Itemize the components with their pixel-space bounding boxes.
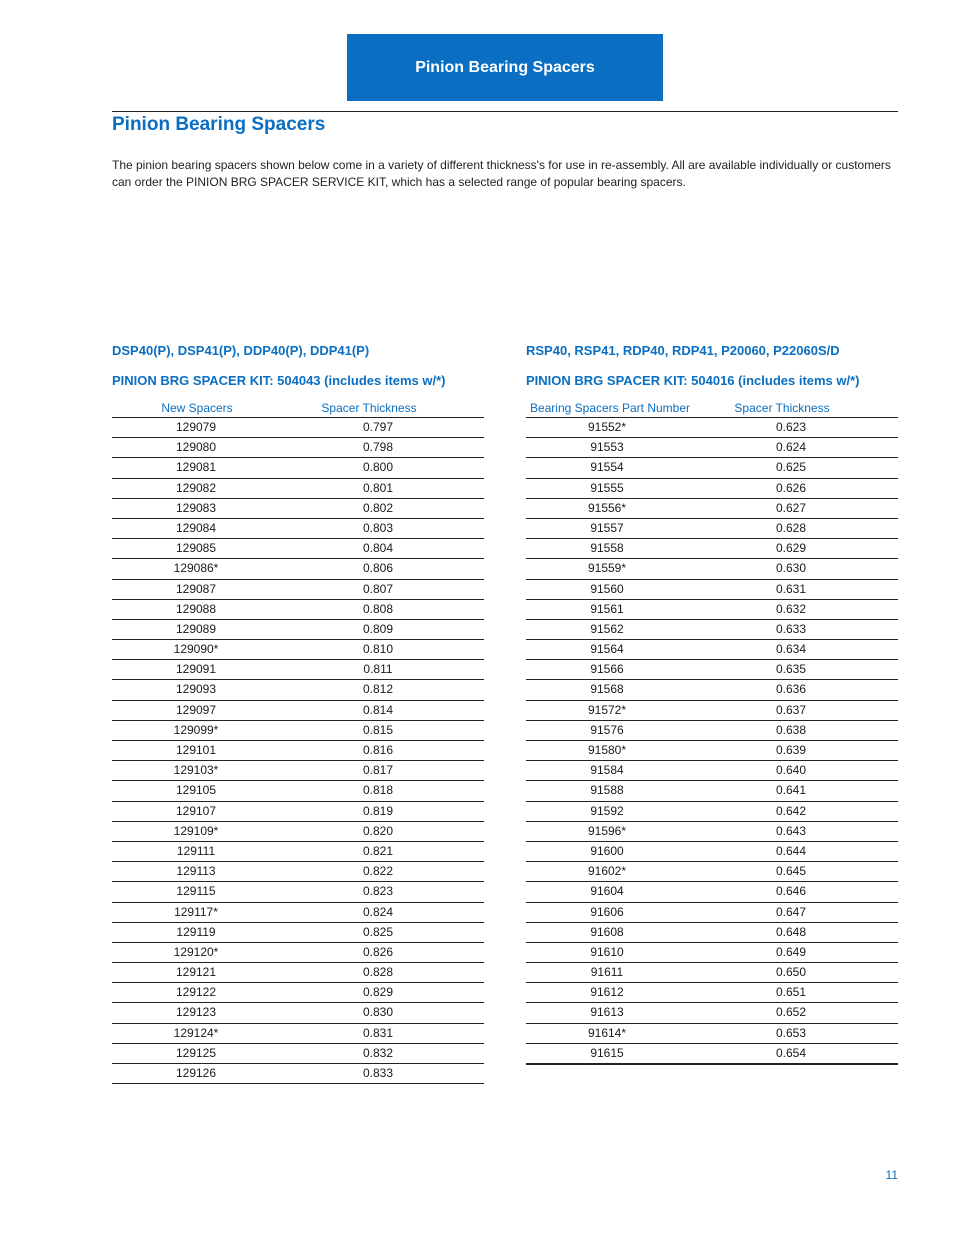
thickness-cell: 0.653 [775,1025,807,1040]
thickness-cell: 0.800 [362,460,394,475]
thickness-cell: 0.816 [362,743,394,757]
table-row [112,1044,484,1064]
thickness-cell: 0.652 [775,1005,807,1020]
table-row [112,781,484,801]
table-row [112,680,484,700]
part-number-cell: 129101 [175,743,217,757]
table-row [112,418,484,438]
table-row [112,640,484,660]
part-number-cell: 129097 [175,702,217,717]
intro-paragraph: The pinion bearing spacers shown below come in a variety of different thickness's for use in re-assembly. All are available individually or customers can order the PINION BRG SPACER SERVICE KIT, which has a selected range of popular bearing spacers. [112,158,891,189]
table-row [112,1003,484,1023]
part-number-cell: 129091 [175,662,217,677]
thickness-cell: 0.638 [775,722,807,737]
table-row [526,519,898,539]
table-row [526,842,898,862]
thickness-cell: 0.633 [775,621,807,636]
table-row [526,882,898,902]
top-divider [112,111,898,112]
thickness-cell: 0.821 [362,843,394,858]
part-number-cell: 129105 [175,783,217,798]
table-row [112,983,484,1003]
part-number-cell: 91608 [590,924,624,939]
table-row [526,963,898,983]
table-row [526,418,898,438]
thickness-cell: 0.635 [775,662,807,677]
table-row [112,862,484,882]
thickness-cell: 0.629 [775,541,807,556]
thickness-cell: 0.648 [775,924,807,939]
part-number-cell: 91566 [590,662,624,677]
part-number-cell: 91612 [590,985,624,1000]
table-row [526,741,898,761]
part-number-cell: 91614* [587,1025,627,1040]
thickness-cell: 0.625 [775,460,807,475]
thickness-cell: 0.809 [362,621,394,636]
table-row [112,539,484,559]
table-row [112,580,484,600]
thickness-cell: 0.801 [362,480,394,495]
table-row [112,660,484,680]
table-row [112,600,484,620]
thickness-cell: 0.634 [775,642,807,657]
thickness-cell: 0.639 [775,743,807,757]
part-number-cell: 129117* [174,904,218,919]
part-number-cell: 91584 [590,763,624,778]
table-row [526,781,898,801]
thickness-cell: 0.640 [775,763,807,778]
part-number-cell: 129090* [173,642,219,657]
part-number-cell: 129120* [173,944,219,959]
thickness-cell: 0.822 [362,864,394,879]
table-row [112,761,484,781]
table-row [112,701,484,721]
thickness-cell: 0.628 [775,520,807,535]
part-number-cell: 129085 [175,541,217,556]
table-row [526,923,898,943]
right-col-header-part: Bearing Spacers Part Number [529,401,691,415]
table-row [112,943,484,963]
table-row [526,499,898,519]
part-number-cell: 91610 [590,944,624,959]
part-number-cell: 129082 [175,480,217,495]
part-number-cell: 91611 [590,965,624,980]
section-tab [347,34,663,101]
table-row [112,741,484,761]
part-number-cell: 91576 [590,722,624,737]
table-row [112,1024,484,1044]
part-number-cell: 91592 [590,803,624,818]
part-number-cell: 91557 [590,520,624,535]
thickness-cell: 0.807 [362,581,394,596]
table-row [526,1003,898,1023]
part-number-cell: 91602* [587,864,627,879]
table-row [526,660,898,680]
table-row [526,559,898,579]
table-row [112,499,484,519]
right-table-kit: PINION BRG SPACER KIT: 504016 (includes items w/*) [526,373,860,388]
part-number-cell: 129113 [176,864,216,879]
thickness-cell: 0.626 [775,480,807,495]
part-number-cell: 129122 [175,985,217,1000]
part-number-cell: 91553 [590,440,624,455]
thickness-cell: 0.829 [362,985,394,1000]
thickness-cell: 0.637 [775,702,807,717]
part-number-cell: 91600 [590,843,624,858]
part-number-cell: 91564 [590,642,624,657]
part-number-cell: 129109* [173,823,219,838]
thickness-cell: 0.804 [362,541,394,556]
thickness-cell: 0.814 [362,702,394,717]
right-table-rows [526,418,898,1065]
part-number-cell: 91606 [590,904,624,919]
part-number-cell: 91572* [587,702,627,717]
part-number-cell: 91615 [590,1045,624,1060]
part-number-cell: 91554 [590,460,624,475]
table-row [526,640,898,660]
thickness-cell: 0.641 [775,783,807,798]
part-number-cell: 129121 [175,965,217,980]
part-number-cell: 129107 [175,803,217,818]
part-number-cell: 129081 [175,460,217,475]
thickness-cell: 0.644 [775,843,807,858]
part-number-cell: 91604 [590,884,624,899]
thickness-cell: 0.627 [775,500,807,515]
thickness-cell: 0.631 [775,581,807,596]
right-spacer-table [526,343,898,1065]
left-spacer-table [112,343,484,1084]
thickness-cell: 0.623 [775,420,807,434]
thickness-cell: 0.802 [362,500,394,515]
part-number-cell: 91560 [590,581,624,596]
table-row [526,721,898,741]
table-row [112,458,484,478]
part-number-cell: 129083 [175,500,217,515]
table-row [526,1044,898,1064]
left-table-header [112,399,484,418]
thickness-cell: 0.636 [775,682,807,697]
thickness-cell: 0.647 [775,904,807,919]
table-row [112,923,484,943]
part-number-cell: 129119 [176,924,216,939]
thickness-cell: 0.812 [362,682,394,697]
table-row [526,822,898,842]
part-number-cell: 91561 [590,601,624,616]
part-number-cell: 129089 [175,621,217,636]
thickness-cell: 0.830 [362,1005,394,1020]
thickness-cell: 0.798 [362,440,394,455]
thickness-cell: 0.797 [362,420,394,434]
table-row [112,802,484,822]
table-row [112,882,484,902]
part-number-cell: 91588 [590,783,624,798]
part-number-cell: 129126 [175,1066,217,1080]
right-table-header [526,399,898,418]
thickness-cell: 0.646 [775,884,807,899]
table-row [112,1064,484,1084]
table-row [112,842,484,862]
thickness-cell: 0.820 [362,823,394,838]
table-row [526,580,898,600]
table-row [112,479,484,499]
thickness-cell: 0.630 [775,561,807,576]
thickness-cell: 0.624 [775,440,807,455]
part-number-cell: 91613 [590,1005,624,1020]
page-number: 11 [885,1168,898,1182]
right-col-header-thickness: Spacer Thickness [734,401,830,415]
part-number-cell: 129125 [175,1045,217,1060]
table-row [526,620,898,640]
thickness-cell: 0.826 [362,944,394,959]
thickness-cell: 0.833 [362,1066,394,1080]
thickness-cell: 0.831 [362,1025,394,1040]
thickness-cell: 0.811 [363,662,393,677]
table-row [112,903,484,923]
table-row [526,1024,898,1044]
thickness-cell: 0.803 [362,520,394,535]
thickness-cell: 0.828 [362,965,394,980]
thickness-cell: 0.651 [775,985,807,1000]
part-number-cell: 129088 [175,601,217,616]
thickness-cell: 0.645 [775,864,807,879]
thickness-cell: 0.649 [775,944,807,959]
table-row [112,438,484,458]
table-row [526,862,898,882]
table-row [526,983,898,1003]
part-number-cell: 91559* [587,561,627,576]
table-row [526,802,898,822]
part-number-cell: 129123 [175,1005,217,1020]
table-row [112,620,484,640]
part-number-cell: 129103* [173,763,219,778]
table-row [526,903,898,923]
section-tab-label: Pinion Bearing Spacers [415,58,595,76]
table-row [526,458,898,478]
thickness-cell: 0.632 [775,601,807,616]
part-number-cell: 129086* [173,561,219,576]
part-number-cell: 129124* [173,1025,219,1040]
table-row [112,721,484,741]
thickness-cell: 0.818 [362,783,394,798]
part-number-cell: 91596* [587,823,627,838]
table-row [526,539,898,559]
left-col-header-part: New Spacers [161,401,233,415]
part-number-cell: 91556* [587,500,627,515]
part-number-cell: 91568 [590,682,624,697]
table-row [526,479,898,499]
part-number-cell: 129087 [175,581,217,596]
part-number-cell: 129084 [175,520,217,535]
thickness-cell: 0.654 [775,1045,807,1060]
table-row [112,963,484,983]
part-number-cell: 129115 [176,884,216,899]
table-row [526,943,898,963]
table-row [526,680,898,700]
table-row [112,519,484,539]
page-title: Pinion Bearing Spacers [112,114,326,135]
thickness-cell: 0.832 [362,1045,394,1060]
thickness-cell: 0.819 [362,803,394,818]
part-number-cell: 91558 [590,541,624,556]
thickness-cell: 0.823 [362,884,394,899]
thickness-cell: 0.806 [362,561,394,576]
table-row [112,822,484,842]
table-row [112,559,484,579]
part-number-cell: 129099* [173,722,219,737]
table-row [526,600,898,620]
left-table-heading: DSP40(P), DSP41(P), DDP40(P), DDP41(P) [112,343,370,358]
thickness-cell: 0.810 [362,642,394,657]
part-number-cell: 91580* [587,743,627,757]
table-row [526,761,898,781]
part-number-cell: 91562 [590,621,624,636]
thickness-cell: 0.824 [362,904,394,919]
part-number-cell: 91552* [587,420,627,434]
left-col-header-thickness: Spacer Thickness [321,401,417,415]
thickness-cell: 0.643 [775,823,807,838]
left-table-rows [112,418,484,1084]
thickness-cell: 0.808 [362,601,394,616]
part-number-cell: 91555 [590,480,624,495]
left-table-kit: PINION BRG SPACER KIT: 504043 (includes items w/*) [112,373,446,388]
right-table-heading: RSP40, RSP41, RDP40, RDP41, P20060, P22060S/D [526,343,840,358]
thickness-cell: 0.825 [362,924,394,939]
part-number-cell: 129079 [175,420,217,434]
table-row [526,438,898,458]
part-number-cell: 129111 [176,843,216,858]
thickness-cell: 0.650 [775,965,807,980]
thickness-cell: 0.817 [362,763,394,778]
part-number-cell: 129080 [175,440,217,455]
thickness-cell: 0.642 [775,803,807,818]
table-row [526,701,898,721]
thickness-cell: 0.815 [362,722,394,737]
part-number-cell: 129093 [175,682,217,697]
